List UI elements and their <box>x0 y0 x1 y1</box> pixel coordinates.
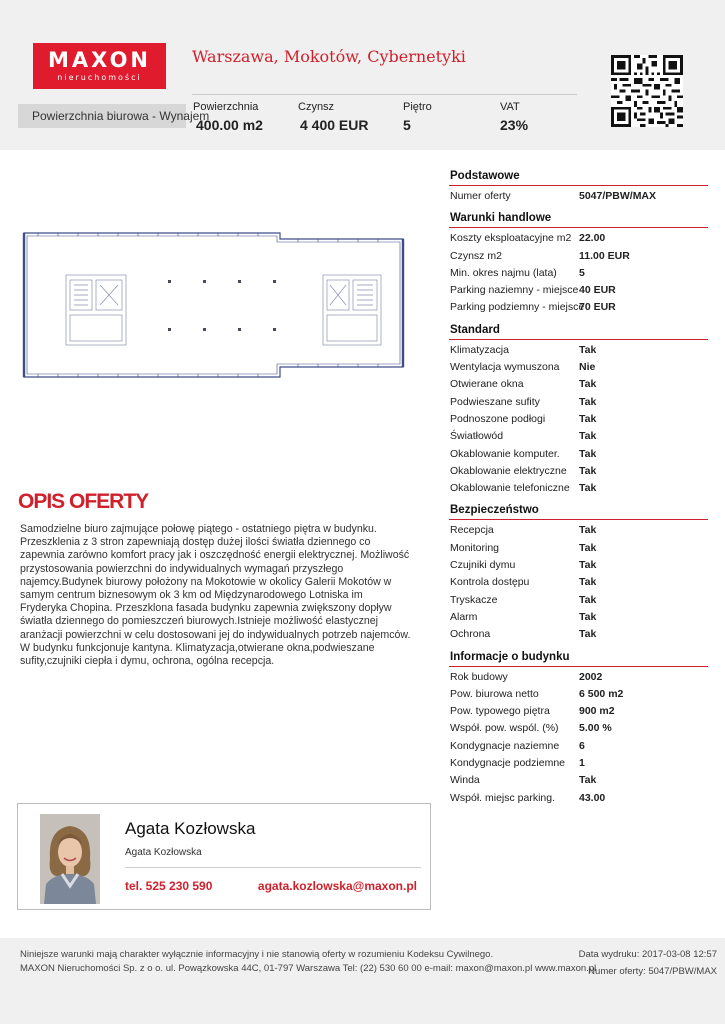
section-title: Podstawowe <box>450 170 520 182</box>
agent-subtitle: Agata Kozłowska <box>125 847 202 858</box>
detail-value: Tak <box>579 576 597 589</box>
detail-key: Min. okres najmu (lata) <box>450 266 557 279</box>
detail-value: Tak <box>579 610 597 623</box>
footer-print-date: Data wydruku: 2017-03-08 12:57 <box>578 949 717 960</box>
details-panel <box>449 168 708 807</box>
detail-key: Okablowanie telefoniczne <box>450 482 570 495</box>
detail-key: Kondygnacje podziemne <box>450 757 565 770</box>
agent-phone-link[interactable]: tel. 525 230 590 <box>125 879 213 893</box>
detail-key: Tryskacze <box>450 593 498 606</box>
stat-area-value: 400.00 m2 <box>196 117 263 133</box>
section-title: Standard <box>450 323 500 336</box>
detail-value: 2002 <box>579 670 603 683</box>
stat-rent-value: 4 400 EUR <box>300 117 369 133</box>
detail-value: 5 <box>579 266 585 279</box>
stat-vat-label: VAT <box>500 101 520 113</box>
stat-vat-value: 23% <box>500 117 529 133</box>
header <box>0 0 725 150</box>
stat-area-label: Powierzchnia <box>193 101 259 113</box>
detail-value: Tak <box>579 378 597 391</box>
detail-row <box>449 359 708 376</box>
detail-value: 5047/PBW/MAX <box>579 190 657 202</box>
detail-key: Współ. miejsc parking. <box>450 791 556 804</box>
description-text: Samodzielne biuro zajmujące połowę piątego - ostatniego piętra w budynku. Przeszklenia z 3 stron zapewniają dostęp dużej ilości światła dziennego co zapewnia zarówno komfort pracy jak i oszczędność energii elektrycznej. Możliwość przystosowania powierzchni do indywidualnych wymagań przyszłego najemcy.Budynek biurowy położony na Mokotowie w okolicy Galerii Mokotów w samym centrum biznesowym ok 3 km od Międzynarodowego Lotniska im Fryderyka Chopina. Przeszklona fasada budynku zapewnia zwiększony dopływ światła dziennego do pomieszczeń biurowych.Istnieje możliwość elastycznej aranżacji powierzchni w celu dostosowani jej do indywidualnych potrzeb najemców. W budynku funkcjonuje kantyna. Klimatyzacja,otwierane okna,podwieszane sufity,czujniki ciepła i dymu, ochrona, ogólna recepcja. <box>20 523 411 668</box>
detail-key: Alarm <box>450 610 478 623</box>
agent-card <box>17 803 431 910</box>
detail-value: Tak <box>579 343 597 356</box>
detail-row <box>449 265 708 282</box>
stat-floor-label: Piętro <box>403 101 432 113</box>
detail-row <box>449 755 708 772</box>
detail-row <box>449 299 708 316</box>
logo-wordmark: MAXON <box>47 48 152 72</box>
detail-row <box>449 703 708 720</box>
footer-disclaimer: Niniejsze warunki mają charakter wyłącznie informacyjny i nie stanowią oferty w rozumieniu Kodeksu Cywilnego. <box>20 949 494 960</box>
detail-key: Ochrona <box>450 628 491 641</box>
offer-type-badge <box>18 104 210 128</box>
detail-value: Tak <box>579 541 597 554</box>
detail-key: Otwierane okna <box>450 378 524 391</box>
detail-key: Koszty eksploatacyjne m2 <box>450 232 572 245</box>
detail-value: Tak <box>579 412 597 425</box>
detail-value: Tak <box>579 559 597 572</box>
detail-value: Tak <box>579 395 597 408</box>
stat-rent-label: Czynsz <box>298 101 335 113</box>
detail-key: Rok budowy <box>450 670 508 683</box>
detail-row <box>449 376 708 393</box>
detail-value: 1 <box>579 757 585 770</box>
detail-row <box>449 446 708 463</box>
detail-row <box>449 609 708 626</box>
section-title: Informacje o budynku <box>450 650 570 663</box>
detail-key: Współ. pow. wspól. (%) <box>450 722 559 735</box>
agent-email-link[interactable]: agata.kozlowska@maxon.pl <box>257 879 417 893</box>
detail-row <box>449 522 708 539</box>
section-building <box>449 649 708 667</box>
detail-value: 900 m2 <box>579 705 615 718</box>
detail-row <box>449 480 708 497</box>
detail-key: Parking naziemny - miejsce <box>450 284 579 297</box>
detail-key: Numer oferty <box>450 190 511 202</box>
detail-key: Klimatyzacja <box>450 343 509 356</box>
detail-row <box>449 720 708 737</box>
detail-value: 6 500 m2 <box>579 687 624 700</box>
detail-value: Tak <box>579 464 597 477</box>
detail-key: Okablowanie elektryczne <box>450 464 567 477</box>
detail-row <box>449 463 708 480</box>
detail-key: Światłowód <box>450 430 504 443</box>
detail-key: Kontrola dostępu <box>450 576 530 589</box>
agent-divider <box>125 867 421 868</box>
detail-value: 22.00 <box>579 232 606 245</box>
agent-name: Agata Kozłowska <box>125 819 256 838</box>
detail-row <box>449 592 708 609</box>
detail-key: Czujniki dymu <box>450 559 516 572</box>
offer-location: Warszawa, Mokotów, Cybernetyki <box>192 47 466 66</box>
detail-value: Tak <box>579 593 597 606</box>
detail-row <box>449 248 708 265</box>
detail-row <box>449 342 708 359</box>
detail-key: Podnoszone podłogi <box>450 412 546 425</box>
maxon-logo[interactable] <box>33 43 166 89</box>
offer-type-label: Powierzchnia biurowa - Wynajem <box>32 109 210 123</box>
section-standard <box>449 322 708 340</box>
detail-key: Pow. typowego piętra <box>450 705 550 718</box>
detail-key: Winda <box>450 774 480 787</box>
detail-value: Tak <box>579 430 597 443</box>
detail-value: Nie <box>579 361 596 374</box>
detail-row <box>449 574 708 591</box>
section-security <box>449 502 708 520</box>
detail-value: Tak <box>579 447 597 460</box>
section-title: Bezpieczeństwo <box>450 504 539 517</box>
detail-row <box>449 428 708 445</box>
detail-row <box>449 790 708 807</box>
detail-value: 11.00 EUR <box>579 249 630 262</box>
description-title: OPIS OFERTY <box>18 490 149 513</box>
detail-row <box>449 686 708 703</box>
stat-floor-value: 5 <box>403 117 411 133</box>
qr-code-icon[interactable] <box>611 55 683 127</box>
detail-row <box>449 557 708 574</box>
detail-key: Pow. biurowa netto <box>450 687 539 700</box>
detail-row <box>449 772 708 789</box>
detail-value: 70 EUR <box>579 301 616 314</box>
detail-value: Tak <box>579 774 597 787</box>
detail-row <box>449 626 708 643</box>
detail-row <box>449 738 708 755</box>
detail-row <box>449 188 708 205</box>
detail-value: 5.00 % <box>579 722 612 735</box>
detail-value: Tak <box>579 628 597 641</box>
detail-key: Czynsz m2 <box>450 249 502 262</box>
detail-row <box>449 394 708 411</box>
detail-key: Recepcja <box>450 524 494 537</box>
detail-row <box>449 411 708 428</box>
footer <box>0 938 725 1024</box>
section-basic <box>449 168 708 186</box>
detail-row <box>449 282 708 299</box>
floor-plan-image[interactable] <box>18 225 410 395</box>
detail-row <box>449 669 708 686</box>
logo-subtitle: nieruchomości <box>57 73 142 82</box>
agent-photo <box>40 814 100 904</box>
detail-key: Podwieszane sufity <box>450 395 540 408</box>
footer-company: MAXON Nieruchomości Sp. z o o. ul. Powązkowska 44C, 01-797 Warszawa Tel: (22) 530 60 00 e-mail: maxon@maxon.pl www.maxon.pl <box>20 963 597 974</box>
detail-value: 6 <box>579 739 585 752</box>
detail-value: Tak <box>579 524 597 537</box>
header-divider <box>192 94 577 95</box>
detail-row <box>449 540 708 557</box>
detail-value: Tak <box>579 482 597 495</box>
detail-key: Monitoring <box>450 541 500 554</box>
detail-key: Parking podziemny - miejsce <box>450 301 585 314</box>
detail-row <box>449 230 708 247</box>
detail-key: Wentylacja wymuszona <box>450 361 560 374</box>
section-trade <box>449 210 708 228</box>
detail-key: Kondygnacje naziemne <box>450 739 560 752</box>
detail-value: 40 EUR <box>579 284 616 297</box>
footer-offer-number: Numer oferty: 5047/PBW/MAX <box>588 966 717 977</box>
detail-value: 43.00 <box>579 791 606 804</box>
section-title: Warunki handlowe <box>450 212 552 225</box>
detail-key: Okablowanie komputer. <box>450 447 560 460</box>
